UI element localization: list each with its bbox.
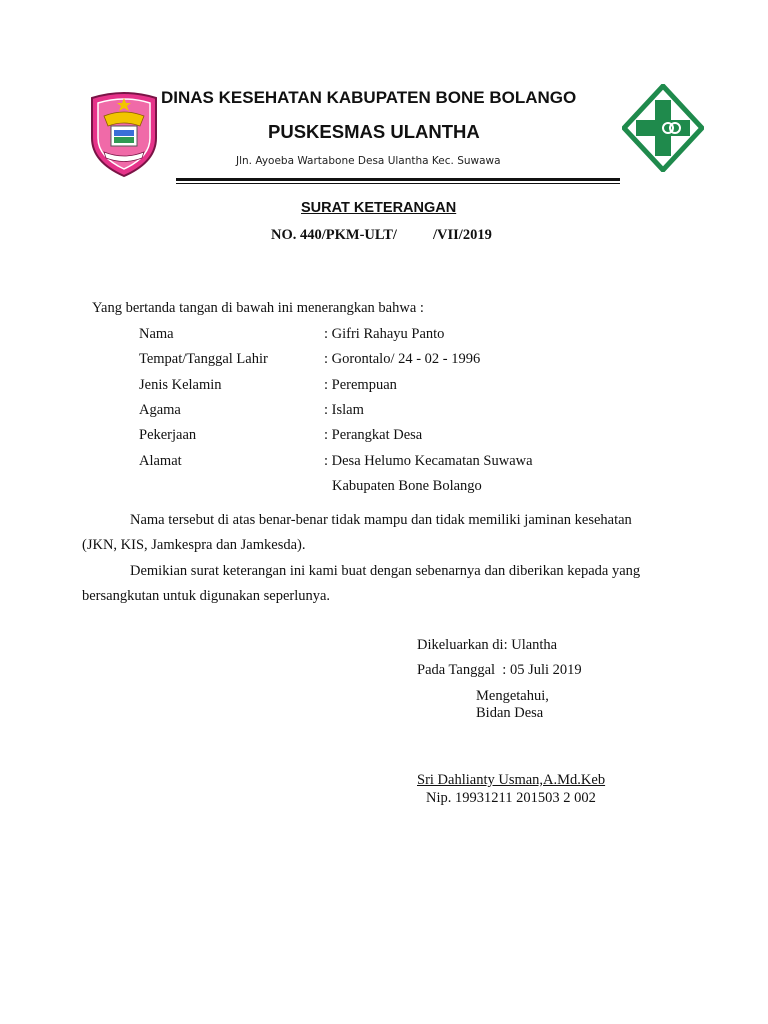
acknowledged-label: Mengetahui,	[476, 688, 549, 704]
intro-text: Yang bertanda tangan di bawah ini menerangkan bahwa :	[92, 300, 424, 316]
header-rule-thick	[176, 178, 620, 181]
signer-nip: Nip. 19931211 201503 2 002	[426, 790, 596, 806]
issue-date: Pada Tanggal : 05 Juli 2019	[417, 662, 582, 678]
letter-number-suffix: /VII/2019	[433, 227, 492, 243]
field-value-pekerjaan: : Perangkat Desa	[324, 427, 423, 443]
field-value-ttl: : Gorontalo/ 24 - 02 - 1996	[324, 351, 481, 367]
field-value-agama: : Islam	[324, 402, 364, 418]
field-label-ttl: Tempat/Tanggal Lahir	[139, 351, 268, 367]
bone-bolango-emblem	[84, 86, 164, 178]
field-value-nama: : Gifri Rahayu Panto	[324, 326, 445, 342]
paragraph-2-line-1: Demikian surat keterangan ini kami buat dengan sebenarnya dan diberikan kepada yang	[130, 563, 641, 579]
issued-at: Dikeluarkan di: Ulantha	[417, 637, 558, 653]
paragraph-2-line-2: bersangkutan untuk digunakan seperlunya.	[82, 588, 331, 604]
field-value-alamat: : Desa Helumo Kecamatan Suwawa	[324, 453, 533, 469]
paragraph-1-line-1: Nama tersebut di atas benar-benar tidak mampu dan tidak memiliki jaminan kesehatan	[130, 512, 632, 528]
signer-position: Bidan Desa	[476, 705, 544, 721]
paragraph-1-line-2: (JKN, KIS, Jamkespra dan Jamkesda).	[82, 537, 306, 553]
field-value-jenis-kelamin: : Perempuan	[324, 377, 397, 393]
field-label-nama: Nama	[139, 326, 174, 342]
clinic-address: Jln. Ayoeba Wartabone Desa Ulantha Kec. Suwawa	[236, 155, 501, 167]
header-rule-thin	[176, 183, 620, 184]
field-value-alamat-line2: Kabupaten Bone Bolango	[332, 478, 482, 494]
agency-name: DINAS KESEHATAN KABUPATEN BONE BOLANGO	[161, 88, 577, 107]
puskesmas-logo	[622, 84, 704, 172]
letter-number-prefix: NO. 440/PKM-ULT/	[271, 227, 397, 243]
field-label-jenis-kelamin: Jenis Kelamin	[139, 377, 222, 393]
field-label-agama: Agama	[139, 402, 181, 418]
field-label-alamat: Alamat	[139, 453, 182, 469]
letter-title: SURAT KETERANGAN	[301, 200, 457, 216]
signer-name: Sri Dahlianty Usman,A.Md.Keb	[417, 772, 606, 788]
clinic-name: PUSKESMAS ULANTHA	[268, 121, 480, 142]
field-label-pekerjaan: Pekerjaan	[139, 427, 197, 443]
